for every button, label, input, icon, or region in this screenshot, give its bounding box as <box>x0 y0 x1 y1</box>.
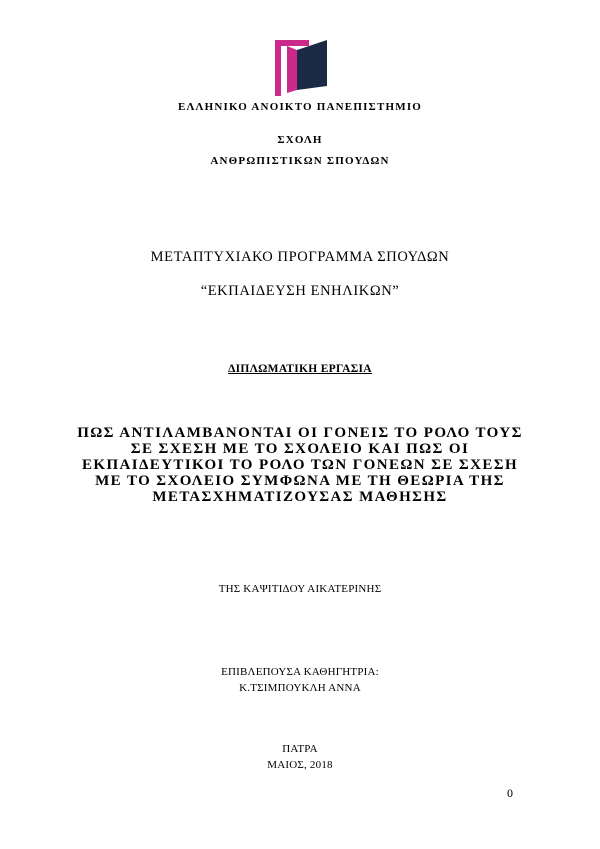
thesis-title <box>60 425 540 505</box>
author-name: ΤΗΣ ΚΑΨΙΤΙΔΟΥ ΑΙΚΑΤΕΡΙΝΗΣ <box>218 583 382 595</box>
thesis-title-line: ΣΕ ΣΧΕΣΗ ΜΕ ΤΟ ΣΧΟΛΕΙΟ ΚΑΙ ΠΩΣ ΟΙ <box>130 441 470 457</box>
thesis-title-line: ΜΕΤΑΣΧΗΜΑΤΙΖΟΥΣΑΣ ΜΑΘΗΣΗΣ <box>152 489 448 505</box>
program-subject: “ΕΚΠΑΙΔΕΥΣΗ ΕΝΗΛΙΚΩΝ” <box>200 283 400 299</box>
university-logo-icon <box>275 40 327 96</box>
school-name: ΑΝΘΡΩΠΙΣΤΙΚΩΝ ΣΠΟΥΔΩΝ <box>210 155 390 167</box>
place: ΠΑΤΡΑ <box>282 743 318 755</box>
program-name: ΜΕΤΑΠΤΥΧΙΑΚΟ ΠΡΟΓΡΑΜΜΑ ΣΠΟΥΔΩΝ <box>150 249 450 265</box>
thesis-title-line: ΠΩΣ ΑΝΤΙΛΑΜΒΑΝΟΝΤΑΙ ΟΙ ΓΟΝΕΙΣ ΤΟ ΡΟΛΟ ΤΟΥΣ <box>77 425 523 441</box>
supervisor-label: ΕΠΙΒΛΕΠΟΥΣΑ ΚΑΘΗΓΗΤΡΙΑ: <box>221 666 379 678</box>
document-type-heading: ΔΙΠΛΩΜΑΤΙΚΗ ΕΡΓΑΣΙΑ <box>228 363 372 375</box>
page-number: 0 <box>507 786 513 800</box>
school-label: ΣΧΟΛΗ <box>277 134 323 146</box>
date: ΜΑΙΟΣ, 2018 <box>267 759 333 771</box>
thesis-title-line: ΜΕ ΤΟ ΣΧΟΛΕΙΟ ΣΥΜΦΩΝΑ ΜΕ ΤΗ ΘΕΩΡΙΑ ΤΗΣ <box>95 473 505 489</box>
university-name: ΕΛΛΗΝΙΚΟ ΑΝΟΙΚΤΟ ΠΑΝΕΠΙΣΤΗΜΙΟ <box>177 101 423 113</box>
supervisor-name: Κ.ΤΣΙΜΠΟΥΚΛΗ ΑΝΝΑ <box>239 682 361 694</box>
thesis-title-line: ΕΚΠΑΙΔΕΥΤΙΚΟΙ ΤΟ ΡΟΛΟ ΤΩΝ ΓΟΝΕΩΝ ΣΕ ΣΧΕΣΗ <box>81 457 519 473</box>
